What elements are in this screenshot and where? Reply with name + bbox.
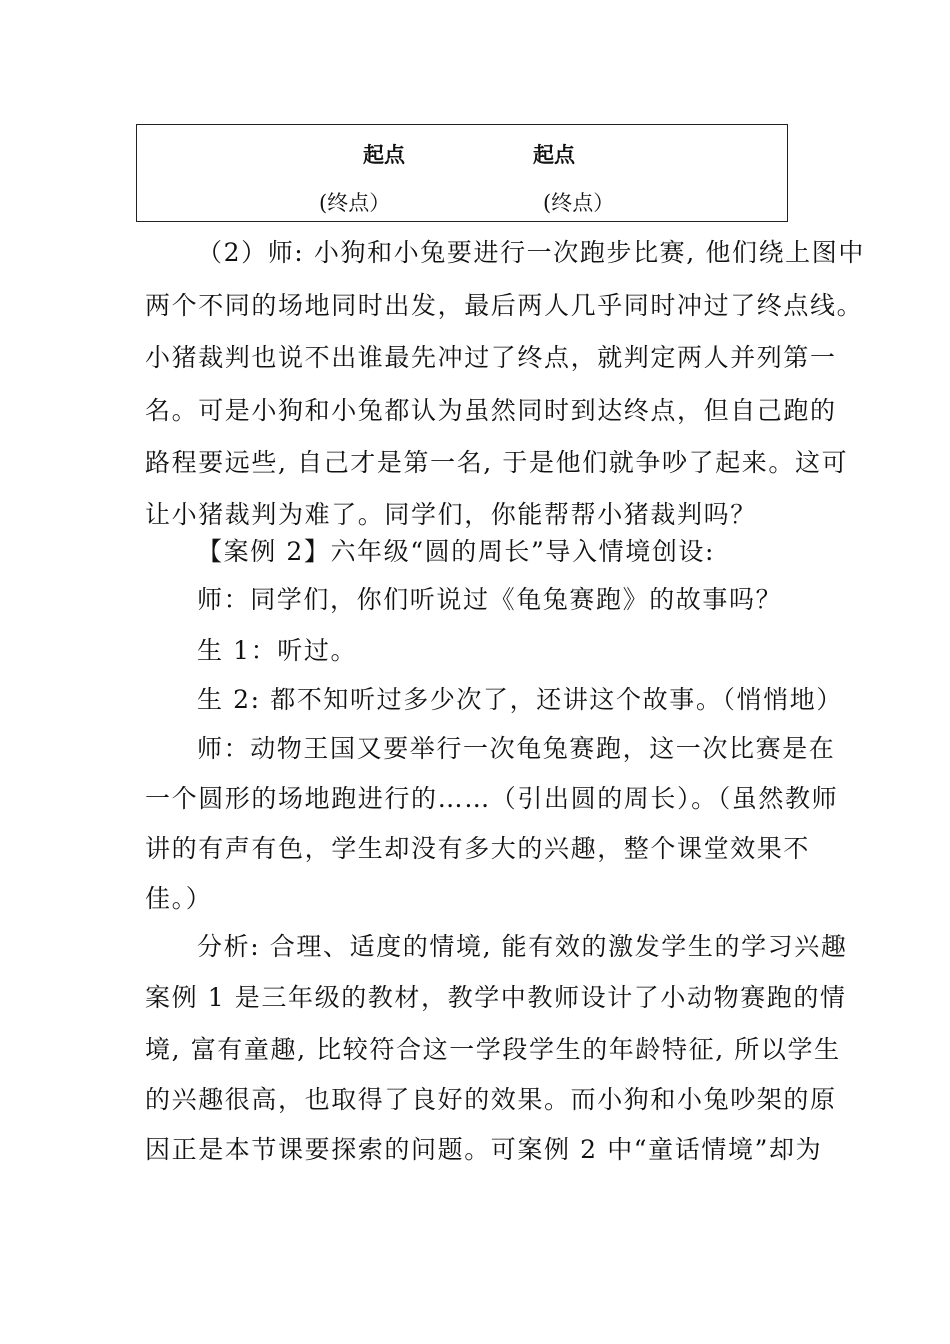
paragraph-line: 小猪裁判也说不出谁最先冲过了终点，就判定两人并列第一 [145,343,837,372]
end-label-left: (终点） [319,191,391,215]
end-label-right: (终点） [543,191,615,215]
paragraph-line: 案例 1 是三年级的教材，教学中教师设计了小动物赛跑的情 [145,983,847,1012]
paragraph-line: 两个不同的场地同时出发，最后两人几乎同时冲过了终点线。 [145,291,864,320]
paragraph-line: 一个圆形的场地跑进行的……（引出圆的周长）。（虽然教师 [145,784,839,813]
paragraph-line: （2）师: 小狗和小兔要进行一次跑步比赛, 他们绕上图中 [197,238,865,267]
analysis-line: 分析: 合理、适度的情境, 能有效的激发学生的学习兴趣 [197,932,848,961]
paragraph-line: 让小猪裁判为难了。同学们，你能帮帮小猪裁判吗？ [145,500,757,529]
paragraph-line: 境, 富有童趣, 比较符合这一学段学生的年龄特征, 所以学生 [145,1035,841,1064]
paragraph-line: 的兴趣很高，也取得了良好的效果。而小狗和小兔吵架的原 [145,1085,837,1114]
paragraph-line: 因正是本节课要探索的问题。可案例 2 中“童话情境”却为 [145,1135,823,1164]
paragraph-line: 讲的有声有色，学生却没有多大的兴趣，整个课堂效果不 [145,834,811,863]
paragraph-line: 路程要远些, 自己才是第一名, 于是他们就争吵了起来。这可 [145,448,849,477]
start-label-right: 起点 [533,142,575,167]
dialogue-line: 生 1：听过。 [197,636,358,665]
dialogue-line: 师：动物王国又要举行一次龟兔赛跑，这一次比赛是在 [197,734,836,763]
case-heading: 【案例 2】六年级“圆的周长”导入情境创设: [197,537,716,566]
dialogue-line: 生 2: 都不知听过多少次了，还讲这个故事。（悄悄地） [197,685,843,714]
start-label-left: 起点 [363,142,405,167]
paragraph-line: 名。可是小狗和小兔都认为虽然同时到达终点，但自己跑的 [145,396,837,425]
paragraph-line: 佳。） [145,884,213,913]
racetrack-figure [136,124,788,222]
dialogue-line: 师：同学们，你们听说过《龟兔赛跑》的故事吗？ [197,585,783,614]
